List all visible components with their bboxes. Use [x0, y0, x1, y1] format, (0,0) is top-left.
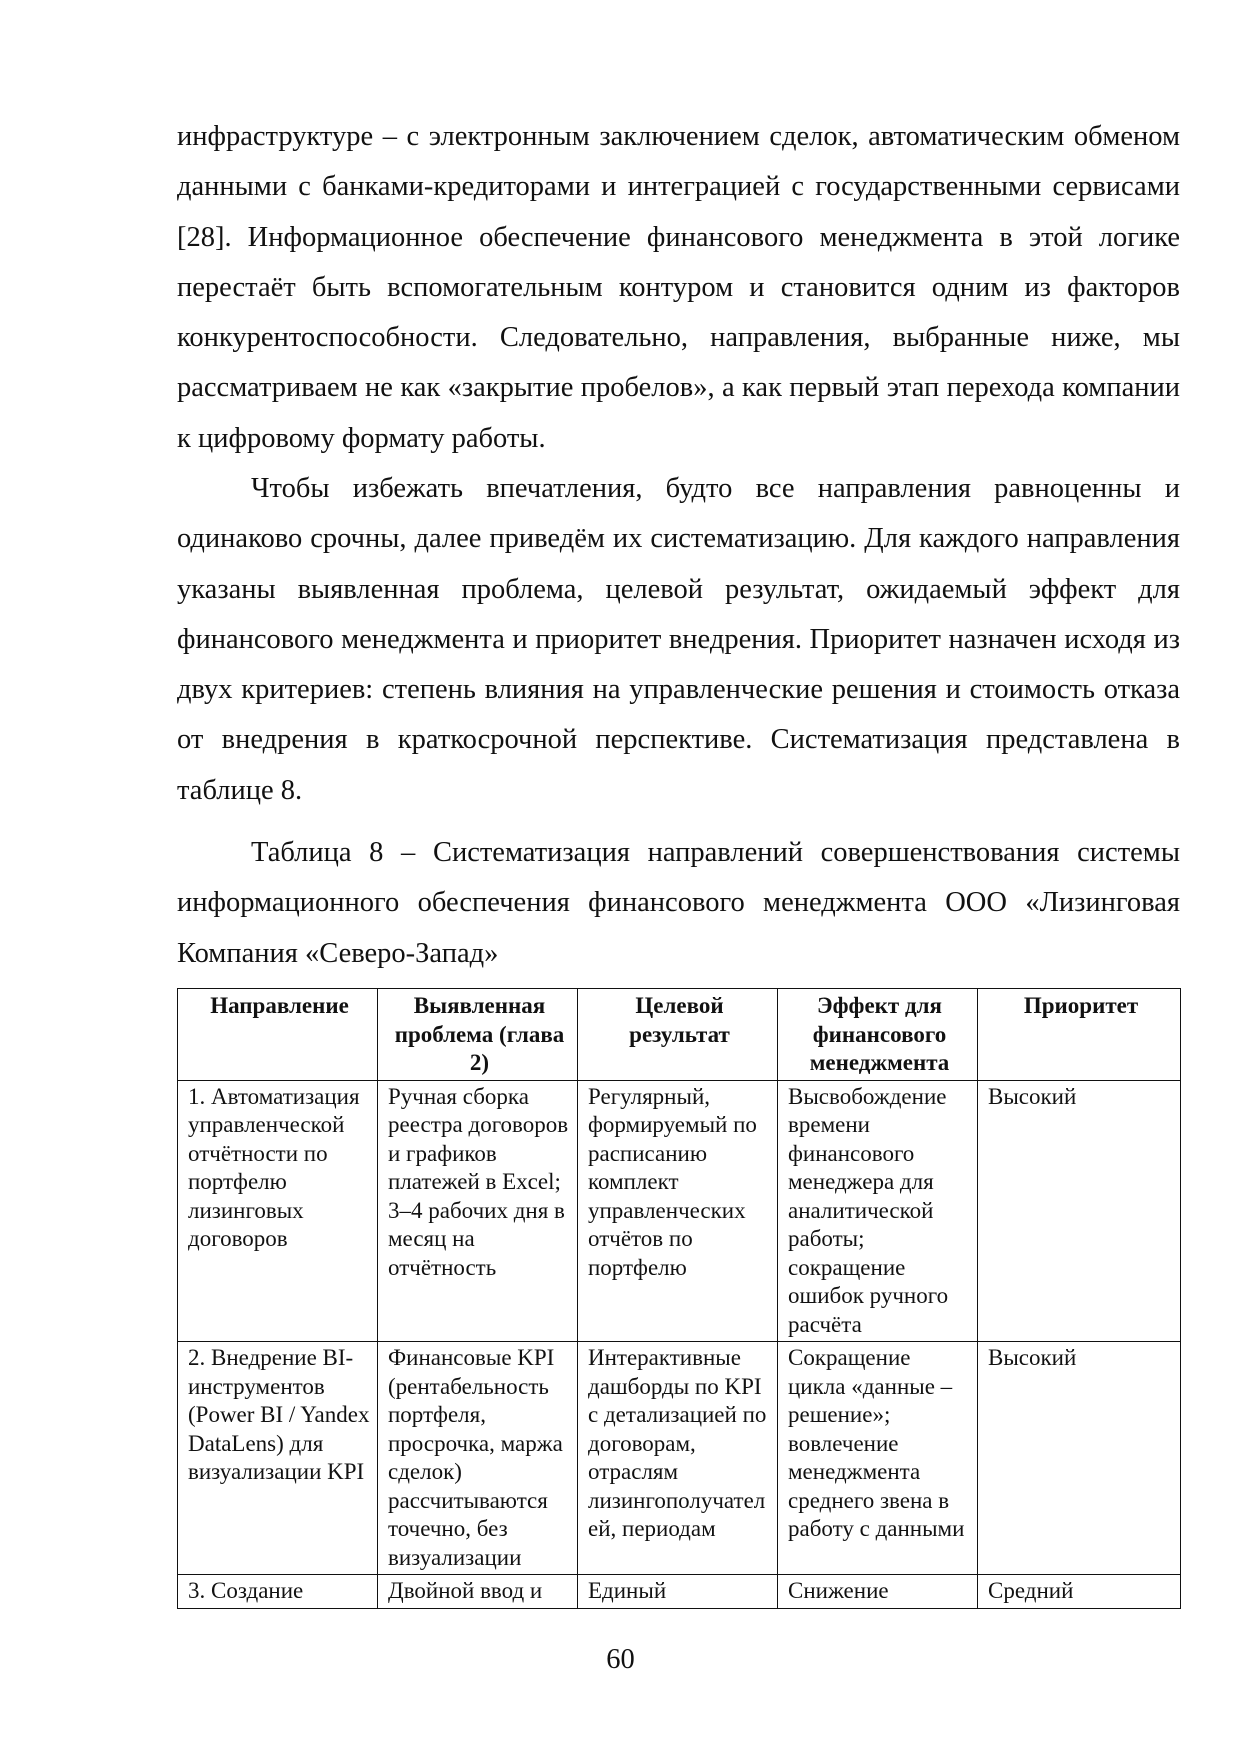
paragraph-text: инфраструктуре – с электронным заключением сделок, автоматическим обменом данными с банками-кредиторами и интеграцией с государственными сервисами [28]. Информационное обеспечение финансового менеджмента в этой логике перестаёт быть вспомогательным контуром и становится одним из факторов конкурентоспособности. Следовательно, направления, выбранные ниже, мы рассматриваем не как «закрытие пробелов», а как первый этап перехода компании к цифровому формату работы.	[177, 121, 1180, 454]
page-number: 60	[606, 1644, 635, 1675]
paragraph-text: Чтобы избежать впечатления, будто все направления равноценны и одинаково срочны, далее приведём их систематизацию. Для каждого направления указаны выявленная проблема, целевой результат, ожидаемый эффект для финансового менеджмента и приоритет внедрения. Приоритет назначен исходя из двух критериев: степень влияния на управленческие решения и стоимость отказа от внедрения в краткосрочной перспективе. Систематизация представлена в таблице 8.	[177, 473, 1180, 806]
cell-direction: 2. Внедрение BI-инструментов (Power BI / Yandex DataLens) для визуализации KPI	[178, 1342, 378, 1575]
header-direction: Направление	[178, 989, 378, 1081]
cell-target: Интерактивные дашборды по KPI с детализацией по договорам, отраслям лизингополучателей, периодам	[578, 1342, 778, 1575]
cell-direction: 1. Автоматизация управленческой отчётности по портфелю лизинговых договоров	[178, 1080, 378, 1342]
cell-priority: Средний	[978, 1575, 1181, 1609]
cell-priority: Высокий	[978, 1342, 1181, 1575]
cell-priority: Высокий	[978, 1080, 1181, 1342]
table-row	[178, 1575, 1181, 1609]
header-priority: Приоритет	[978, 989, 1181, 1081]
cell-effect: Высвобождение времени финансового менеджера для аналитической работы; сокращение ошибок ручного расчёта	[778, 1080, 978, 1342]
systematization-table	[177, 988, 1181, 1609]
paragraph-1	[177, 112, 1180, 464]
cell-target: Регулярный, формируемый по расписанию комплект управленческих отчётов по портфелю	[578, 1080, 778, 1342]
header-problem: Выявленная проблема (глава 2)	[378, 989, 578, 1081]
paragraph-2	[177, 464, 1180, 816]
cell-effect: Сокращение цикла «данные – решение»; вовлечение менеджмента среднего звена в работу с данными	[778, 1342, 978, 1575]
caption-text: Таблица 8 – Систематизация направлений совершенствования системы информационного обеспечения финансового менеджмента ООО «Лизинговая Компания «Северо-Запад»	[177, 837, 1180, 969]
header-effect: Эффект для финансового менеджмента	[778, 989, 978, 1081]
cell-direction: 3. Создание	[178, 1575, 378, 1609]
cell-problem: Финансовые KPI (рентабельность портфеля, просрочка, маржа сделок) рассчитываются точечно, без визуализации	[378, 1342, 578, 1575]
cell-problem: Ручная сборка реестра договоров и графиков платежей в Excel; 3–4 рабочих дня в месяц на отчётность	[378, 1080, 578, 1342]
cell-problem: Двойной ввод и	[378, 1575, 578, 1609]
header-target: Целевой результат	[578, 989, 778, 1081]
table-row	[178, 1080, 1181, 1342]
cell-effect: Снижение	[778, 1575, 978, 1609]
table-caption	[177, 828, 1180, 979]
table-row	[178, 1342, 1181, 1575]
table-header-row	[178, 989, 1181, 1081]
cell-target: Единый	[578, 1575, 778, 1609]
